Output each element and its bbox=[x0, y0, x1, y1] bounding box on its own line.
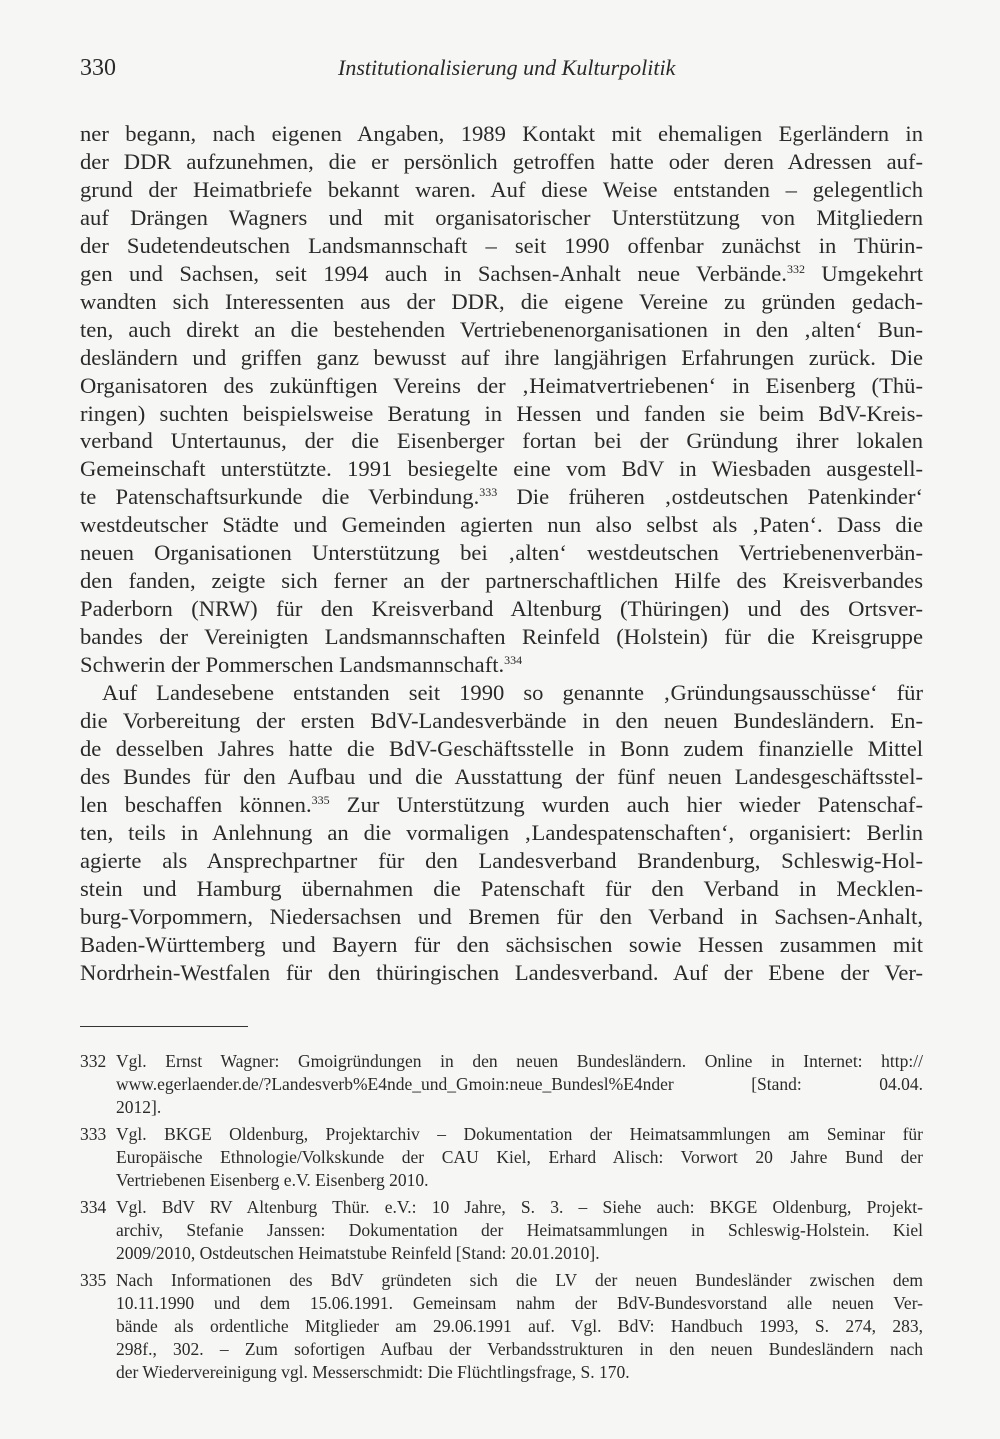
text-segment: len beschaffen können. bbox=[80, 791, 312, 817]
text-line: ten, auch direkt an die bestehenden Vertriebenenorganisationen in den ‚alten‘ Bun- bbox=[80, 316, 923, 342]
text-line: ringen) suchten beispielsweise Beratung in Hessen und fanden sie beim BdV-Kreis- bbox=[80, 400, 923, 426]
footnote-line: Vertriebenen Eisenberg e.V. Eisenberg 2010. bbox=[116, 1170, 429, 1190]
text-line: desländern und griffen ganz bewusst auf ihre langjährigen Erfahrungen zurück. Die bbox=[80, 344, 923, 370]
text-segment: te Patenschaftsurkunde die Verbindung. bbox=[80, 484, 480, 510]
paragraph-2 bbox=[80, 679, 923, 986]
footnote-line: bände als ordentliche Mitglieder am 29.06.1991 auf. Vgl. BdV: Handbuch 1993, S. 274, 283, bbox=[116, 1316, 923, 1336]
footnote-ref: 332 bbox=[786, 261, 805, 276]
text-line: verband Untertaunus, der die Eisenberger fortan bei der Gründung ihrer lokalen bbox=[80, 428, 923, 454]
footnote-line: Nach Informationen des BdV gründeten sich die LV der neuen Bundesländer zwischen dem bbox=[116, 1270, 923, 1290]
footnote-line: 298f., 302. – Zum sofortigen Aufbau der Verbandsstrukturen in den neuen Bundesländern nach bbox=[116, 1339, 923, 1359]
footnote-line: Vgl. Ernst Wagner: Gmoigründungen in den neuen Bundesländern. Online in Internet: http:// bbox=[116, 1051, 923, 1071]
text-segment: Schwerin der Pommerschen Landsmannschaft. bbox=[80, 652, 505, 678]
footnote-line: archiv, Stefanie Janssen: Dokumentation der Heimatsammlungen in Schleswig-Holstein. Kiel bbox=[116, 1220, 923, 1240]
text-line: des Bundes für den Aufbau und die Ausstattung der fünf neuen Landesgeschäftsstel- bbox=[80, 763, 923, 789]
text-line: ten, teils in Anlehnung an die vormaligen ‚Landespatenschaften‘, organisiert: Berlin bbox=[80, 819, 923, 845]
text-line: der Sudetendeutschen Landsmannschaft – seit 1990 offenbar zunächst in Thürin- bbox=[80, 232, 923, 258]
footnote-line: 2009/2010, Ostdeutschen Heimatstube Reinfeld [Stand: 20.01.2010]. bbox=[116, 1243, 600, 1263]
footnote-number: 334 bbox=[80, 1197, 107, 1217]
footnote-335 bbox=[80, 1269, 923, 1384]
paragraph-1 bbox=[80, 120, 923, 679]
footnote-ref: 333 bbox=[479, 485, 498, 500]
footnote-separator bbox=[80, 1026, 248, 1027]
text-line: neuen Organisationen Unterstützung bei ‚alten‘ westdeutschen Vertriebenenverbän- bbox=[80, 540, 923, 566]
text-line: burg-Vorpommern, Niedersachsen und Bremen für den Verband in Sachsen-Anhalt, bbox=[80, 903, 923, 929]
text-line: Baden-Württemberg und Bayern für den sächsischen sowie Hessen zusammen mit bbox=[80, 931, 923, 957]
footnote-line: der Wiedervereinigung vgl. Messerschmidt: Die Flüchtlingsfrage, S. 170. bbox=[116, 1362, 630, 1382]
text-line bbox=[80, 260, 923, 288]
text-line: bandes der Vereinigten Landsmannschaften Reinfeld (Holstein) für die Kreisgruppe bbox=[80, 624, 923, 650]
footnote-333 bbox=[80, 1123, 923, 1192]
footnote-line: Vgl. BKGE Oldenburg, Projektarchiv – Dokumentation der Heimatsammlungen am Seminar für bbox=[116, 1124, 923, 1144]
text-segment: Umgekehrt bbox=[804, 260, 923, 286]
footnote-line: www.egerlaender.de/?Landesverb%E4nde_und_Gmoin:neue_Bundesl%E4nder [Stand: 04.04. bbox=[116, 1074, 923, 1094]
body-text bbox=[80, 120, 923, 987]
text-line bbox=[80, 791, 923, 819]
text-line: agierte als Ansprechpartner für den Landesverband Brandenburg, Schleswig-Hol- bbox=[80, 847, 923, 873]
footnote-line: Vgl. BdV RV Altenburg Thür. e.V.: 10 Jahre, S. 3. – Siehe auch: BKGE Oldenburg, Projekt- bbox=[116, 1197, 923, 1217]
text-line: de desselben Jahres hatte die BdV-Geschäftsstelle in Bonn zudem finanzielle Mittel bbox=[80, 735, 923, 761]
text-line: wandten sich Interessenten aus der DDR, die eigene Vereine zu gründen gedach- bbox=[80, 288, 923, 314]
footnote-number: 332 bbox=[80, 1051, 107, 1071]
footnotes bbox=[80, 1050, 923, 1388]
text-line: den fanden, zeigte sich ferner an der partnerschaftlichen Hilfe des Kreisverbandes bbox=[80, 568, 923, 594]
text-line: stein und Hamburg übernahmen die Patenschaft für den Verband in Mecklen- bbox=[80, 875, 923, 901]
footnote-line: Europäische Ethnologie/Volkskunde der CAU Kiel, Erhard Alisch: Vorwort 20 Jahre Bund der bbox=[116, 1147, 923, 1167]
page-number: 330 bbox=[80, 55, 116, 81]
footnote-line: 10.11.1990 und dem 15.06.1991. Gemeinsam nahm der BdV-Bundesvorstand alle neuen Ver- bbox=[116, 1293, 923, 1313]
text-line: westdeutscher Städte und Gemeinden agierten nun also selbst als ‚Paten‘. Dass die bbox=[80, 512, 923, 538]
text-line: der DDR aufzunehmen, die er persönlich getroffen hatte oder deren Adressen auf- bbox=[80, 148, 923, 174]
text-segment: gen und Sachsen, seit 1994 auch in Sachsen-Anhalt neue Verbände. bbox=[80, 260, 787, 286]
text-line: ner begann, nach eigenen Angaben, 1989 Kontakt mit ehemaligen Egerländern in bbox=[80, 121, 923, 146]
footnote-line: 2012]. bbox=[116, 1097, 162, 1117]
footnote-number: 335 bbox=[80, 1270, 107, 1290]
text-line: grund der Heimatbriefe bekannt waren. Auf diese Weise entstanden – gelegentlich bbox=[80, 176, 923, 202]
text-line: die Vorbereitung der ersten BdV-Landesverbände in den neuen Bundesländern. En- bbox=[80, 708, 923, 734]
text-segment: Zur Unterstützung wurden auch hier wieder Patenschaf- bbox=[329, 791, 923, 817]
text-line: Auf Landesebene entstanden seit 1990 so genannte ‚Gründungsausschüsse‘ für bbox=[102, 680, 923, 706]
text-line bbox=[80, 651, 923, 679]
text-line: Organisatoren des zukünftigen Vereins der ‚Heimatvertriebenen‘ in Eisenberg (Thü- bbox=[80, 372, 923, 398]
text-line: Paderborn (NRW) für den Kreisverband Altenburg (Thüringen) und des Ortsver- bbox=[80, 596, 923, 622]
text-segment: Die früheren ‚ostdeutschen Patenkinder‘ bbox=[497, 484, 923, 510]
footnote-number: 333 bbox=[80, 1124, 107, 1144]
footnote-ref: 335 bbox=[311, 792, 330, 807]
footnote-ref: 334 bbox=[504, 653, 523, 668]
text-line bbox=[80, 483, 923, 511]
footnote-332 bbox=[80, 1050, 923, 1119]
footnote-334 bbox=[80, 1196, 923, 1265]
text-line: Nordrhein-Westfalen für den thüringischen Landesverband. Auf der Ebene der Ver- bbox=[80, 959, 923, 985]
running-head: Institutionalisierung und Kulturpolitik bbox=[338, 55, 676, 80]
text-line: Gemeinschaft unterstützte. 1991 besiegelte eine vom BdV in Wiesbaden ausgestell- bbox=[80, 456, 923, 482]
text-line: auf Drängen Wagners und mit organisatorischer Unterstützung von Mitgliedern bbox=[80, 204, 923, 230]
